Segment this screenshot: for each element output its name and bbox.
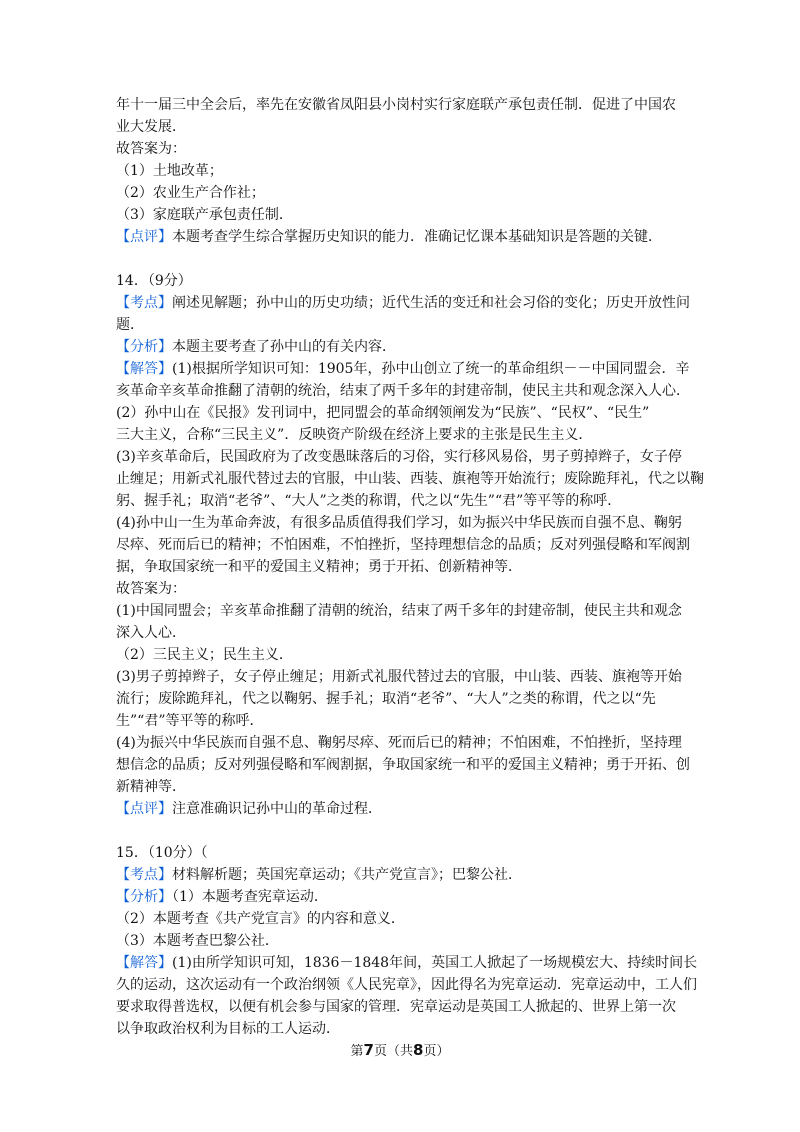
- footer-suffix: 页）: [423, 1044, 450, 1059]
- text-line: (3)男子剪掉辫子，女子停止缠足；用新式礼服代替过去的官服，中山装、西装、旗袍等开始: [116, 669, 682, 685]
- line-text: 本题考查学生综合掌握历史知识的能力．准确记忆课本基础知识是答题的关键．: [172, 229, 662, 245]
- labeled-line: [116, 226, 696, 248]
- labeled-line: [116, 292, 696, 314]
- blank-line: [116, 820, 696, 842]
- footer-prefix: 第: [350, 1044, 364, 1059]
- section-label: 【解答】: [116, 361, 172, 377]
- text-line: 流行；废除跪拜礼，代之以鞠躬、握手礼；取消“老爷”、“大人”之类的称谓，代之以“先: [116, 691, 656, 707]
- footer-middle: 页（共: [373, 1044, 413, 1059]
- text-line: 亥革命辛亥革命推翻了清朝的统治，结束了两千多年的封建帝制，使民主共和观念深入人心．: [116, 383, 690, 399]
- text-line: 想信念的品质；反对列强侵略和军阀割据，争取国家统一和平的爱国主义精神；勇于开拓、创: [116, 757, 690, 773]
- line-text: (1)根据所学知识可知：1905年，孙中山创立了统一的革命组织－－中国同盟会．辛: [172, 361, 690, 377]
- text-line: 故答案为：: [116, 141, 186, 157]
- text-line: (4)为振兴中华民族而自强不息、鞠躬尽瘁、死而后已的精神；不怕困难，不怕挫折，坚持理: [116, 735, 682, 751]
- text-line: 三大主义，合称“三民主义”．反映资产阶级在经济上要求的主张是民生主义．: [116, 427, 593, 443]
- section-label: 【考点】: [116, 295, 172, 311]
- text-line: 躬、握手礼；取消“老爷”、“大人”之类的称谓，代之以“先生”“君”等平等的称呼．: [116, 493, 622, 509]
- line-text: 材料解析题；英国宪章运动；《共产党宣言》；巴黎公社．: [172, 867, 522, 883]
- section-label: 【点评】: [116, 801, 172, 817]
- text-line: 据，争取国家统一和平的爱国主义精神；勇于开拓、创新精神等．: [116, 559, 522, 575]
- text-line: 要求取得普选权，以便有机会参与国家的管理．宪章运动是英国工人掀起的、世界上第一次: [116, 999, 676, 1015]
- text-line: 止缠足；用新式礼服代替过去的官服，中山装、西装、旗袍等开始流行；废除跪拜礼，代之以鞠: [116, 471, 704, 487]
- text-line: 深入人心．: [116, 625, 186, 641]
- text-line: （3）家庭联产承包责任制．: [116, 207, 293, 223]
- text-line: 久的运动，这次运动有一个政治纲领《人民宪章》，因此得名为宪章运动．宪章运动中，工人们: [116, 977, 697, 993]
- document-body: [116, 94, 704, 1040]
- labeled-line: [116, 336, 696, 358]
- text-line: 15．（10分）（: [116, 845, 208, 861]
- blank-line: [116, 248, 696, 270]
- text-line: 业大发展．: [116, 119, 186, 135]
- labeled-line: [116, 798, 696, 820]
- line-text: (1)由所学知识可知，1836－1848年间，英国工人掀起了一场规模宏大、持续时间长: [172, 955, 698, 971]
- text-line: 故答案为：: [116, 581, 186, 597]
- text-line: 尽瘁、死而后已的精神；不怕困难，不怕挫折，坚持理想信念的品质；反对列强侵略和军阀割: [116, 537, 690, 553]
- text-line: 年十一届三中全会后，率先在安徽省凤阳县小岗村实行家庭联产承包责任制．促进了中国农: [116, 97, 676, 113]
- text-line: 生”“君”等平等的称呼．: [116, 713, 264, 729]
- text-line: 新精神等．: [116, 779, 186, 795]
- text-line: 以争取政治权利为目标的工人运动．: [116, 1021, 340, 1037]
- text-line: (4)孙中山一生为革命奔波，有很多品质值得我们学习，如为振兴中华民族而自强不息、鞠躬: [116, 515, 682, 531]
- text-line: (1)中国同盟会；辛亥革命推翻了清朝的统治，结束了两千多年的封建帝制，使民主共和观念: [116, 603, 682, 619]
- labeled-line: [116, 358, 696, 380]
- text-line: （1）土地改革；: [116, 163, 223, 179]
- footer-page-total: 8: [413, 1041, 424, 1059]
- text-line: 14．（9分）: [116, 273, 192, 289]
- labeled-line: [116, 952, 696, 974]
- section-label: 【解答】: [116, 955, 172, 971]
- section-label: 【点评】: [116, 229, 172, 245]
- text-line: (2）孙中山在《民报》发刊词中，把同盟会的革命纲领阐发为“民族”、“民权”、“民生”: [116, 405, 650, 421]
- line-text: （1）本题考查宪章运动．: [172, 889, 328, 905]
- page-footer: [0, 1040, 800, 1059]
- labeled-line: [116, 886, 696, 908]
- labeled-line: [116, 864, 696, 886]
- line-text: 注意准确识记孙中山的革命过程．: [172, 801, 382, 817]
- line-text: 本题主要考查了孙中山的有关内容．: [172, 339, 396, 355]
- text-line: （2）三民主义；民生主义．: [116, 647, 293, 663]
- section-label: 【考点】: [116, 867, 172, 883]
- text-line: （3）本题考查巴黎公社．: [116, 933, 279, 949]
- text-line: （2）农业生产合作社；: [116, 185, 265, 201]
- footer-page-number: 7: [363, 1041, 374, 1059]
- section-label: 【分析】: [116, 339, 172, 355]
- text-line: （2）本题考查《共产党宣言》的内容和意义．: [116, 911, 405, 927]
- text-line: (3)辛亥革命后，民国政府为了改变愚昧落后的习俗，实行移风易俗，男子剪掉辫子，女子停: [116, 449, 682, 465]
- text-line: 题．: [116, 317, 144, 333]
- section-label: 【分析】: [116, 889, 172, 905]
- line-text: 阐述见解题；孙中山的历史功绩；近代生活的变迁和社会习俗的变化；历史开放性问: [172, 295, 690, 311]
